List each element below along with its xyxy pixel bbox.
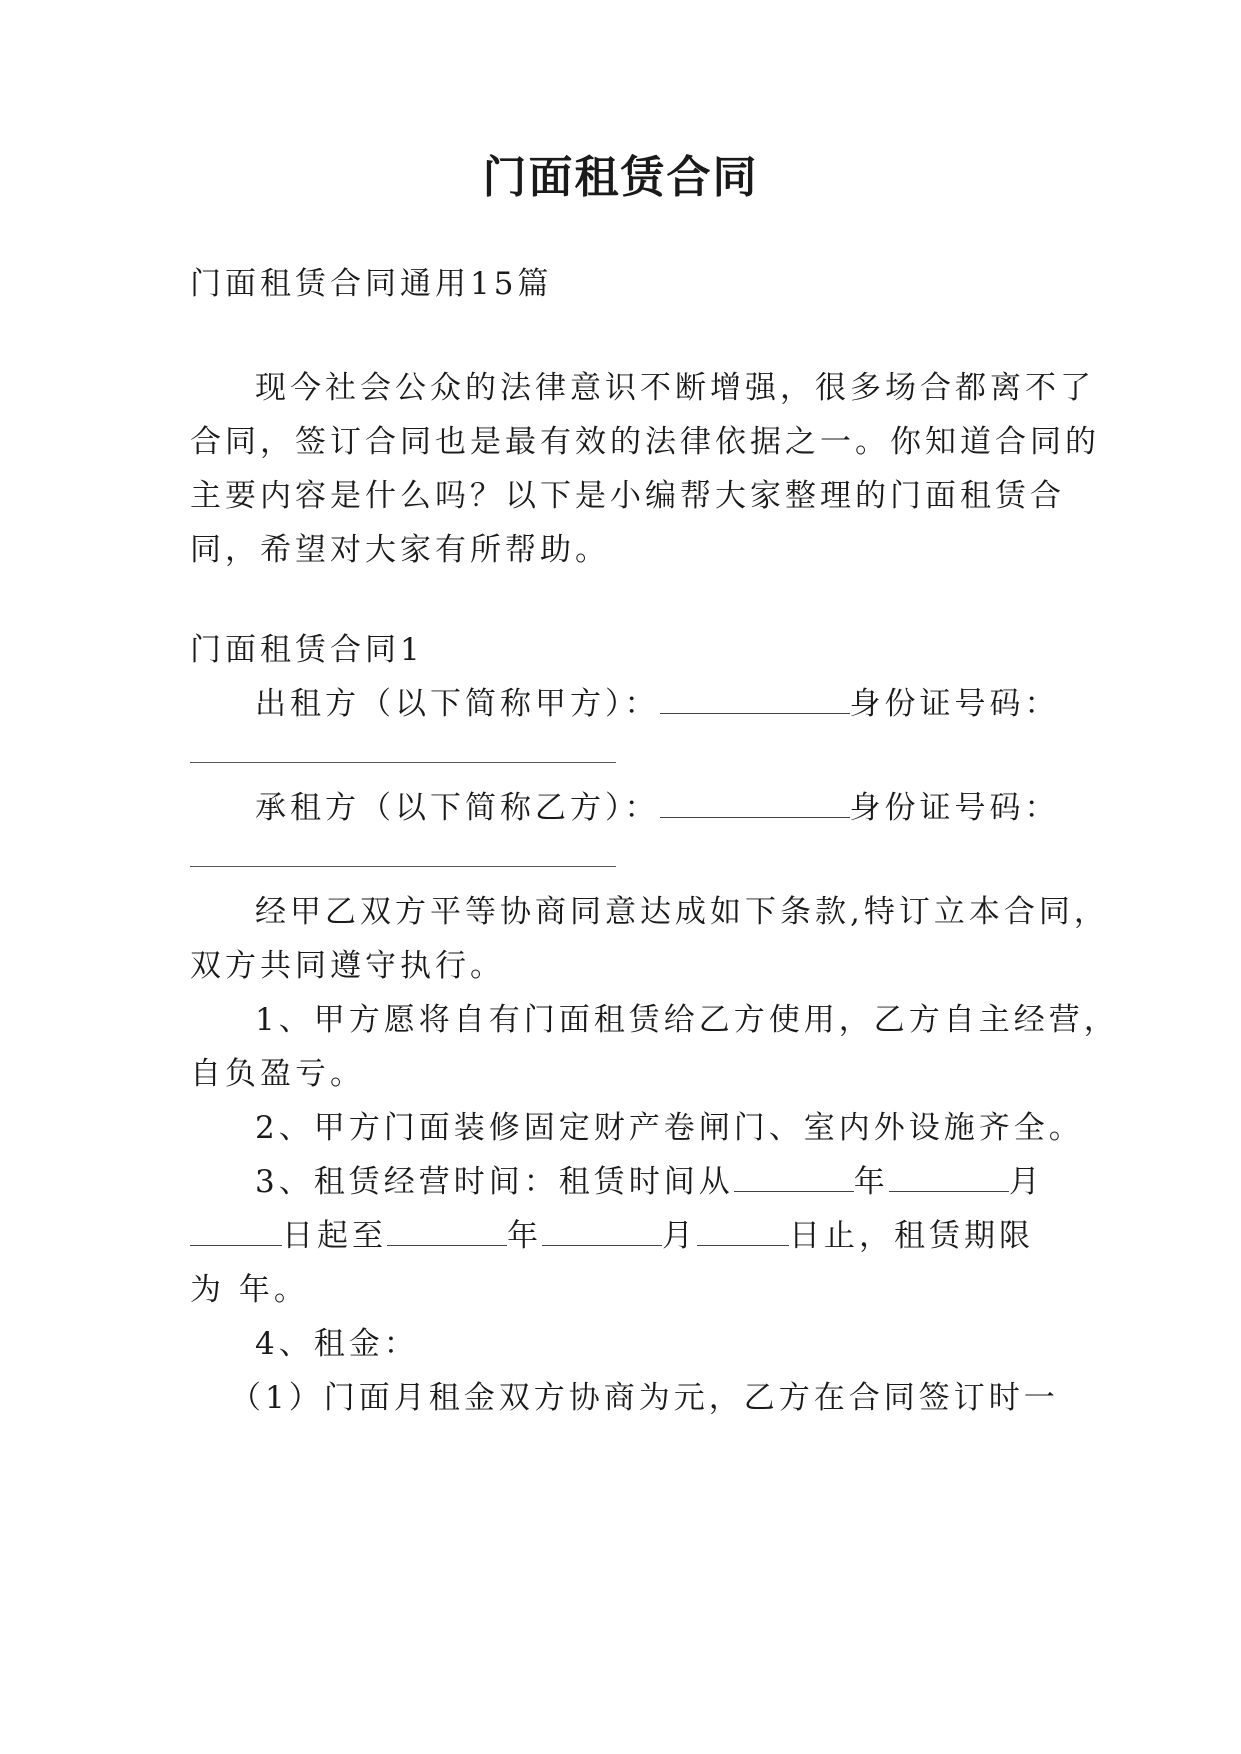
clause3-end-month-label: 月 <box>662 1218 697 1254</box>
clause3-line-2 <box>190 1214 1034 1258</box>
start-year-blank <box>734 1161 854 1192</box>
section-heading: 门面租赁合同1 <box>190 632 424 668</box>
lessor-id-blank <box>190 762 616 763</box>
agreement-line-2: 双方共同遵守执行。 <box>190 948 505 984</box>
clause1-line-2: 自负盈亏。 <box>190 1056 365 1092</box>
clause3-year-label: 年 <box>853 1164 889 1200</box>
lessor-label: 出租方（以下简称甲方）： <box>255 686 660 722</box>
clause2-line: 2、甲方门面装修固定财产卷闸门、室内外设施齐全。 <box>255 1110 1084 1146</box>
start-month-blank <box>889 1161 1009 1192</box>
agreement-line-1: 经甲乙双方平等协商同意达成如下条款,特订立本合同， <box>255 894 1109 930</box>
clause4-item1: （1）门面月租金双方协商为元，乙方在合同签订时一 <box>230 1380 1059 1416</box>
clause3-line-1 <box>255 1160 1044 1204</box>
lessor-name-blank <box>660 683 850 714</box>
intro-line-2: 合同，签订合同也是最有效的法律依据之一。你知道合同的 <box>190 424 1100 460</box>
clause1-line-1: 1、甲方愿将自有门面租赁给乙方使用，乙方自主经营， <box>255 1002 1119 1038</box>
lessor-id-label: 身份证号码： <box>849 686 1060 722</box>
lessee-line <box>255 786 1060 830</box>
lessee-id-label: 身份证号码： <box>849 790 1060 826</box>
clause4-heading: 4、租金： <box>255 1326 419 1362</box>
intro-line-4: 同，希望对大家有所帮助。 <box>190 532 610 568</box>
clause3-prefix: 3、租赁经营时间：租赁时间从 <box>255 1164 734 1200</box>
lessee-id-blank <box>190 866 616 867</box>
clause3-month-label: 月 <box>1008 1164 1044 1200</box>
clause3-day-to: 日止，租赁期限 <box>789 1218 1034 1254</box>
lessee-name-blank <box>660 787 850 818</box>
end-year-blank <box>387 1215 507 1246</box>
lessor-line <box>255 682 1060 726</box>
lessee-label: 承租方（以下简称乙方）： <box>255 790 660 826</box>
document-title: 门面租赁合同 <box>482 152 759 203</box>
clause3-day-from: 日起至 <box>282 1218 387 1254</box>
end-month-blank <box>542 1215 662 1246</box>
intro-line-1: 现今社会公众的法律意识不断增强，很多场合都离不了 <box>255 370 1095 406</box>
end-day-blank <box>697 1215 789 1246</box>
intro-line-3: 主要内容是什么吗？以下是小编帮大家整理的门面租赁合 <box>190 478 1065 514</box>
clause3-line-3: 为 年。 <box>190 1272 309 1308</box>
document-subtitle: 门面租赁合同通用15篇 <box>190 266 553 302</box>
start-day-blank <box>190 1215 282 1246</box>
clause3-end-year-label: 年 <box>507 1218 542 1254</box>
